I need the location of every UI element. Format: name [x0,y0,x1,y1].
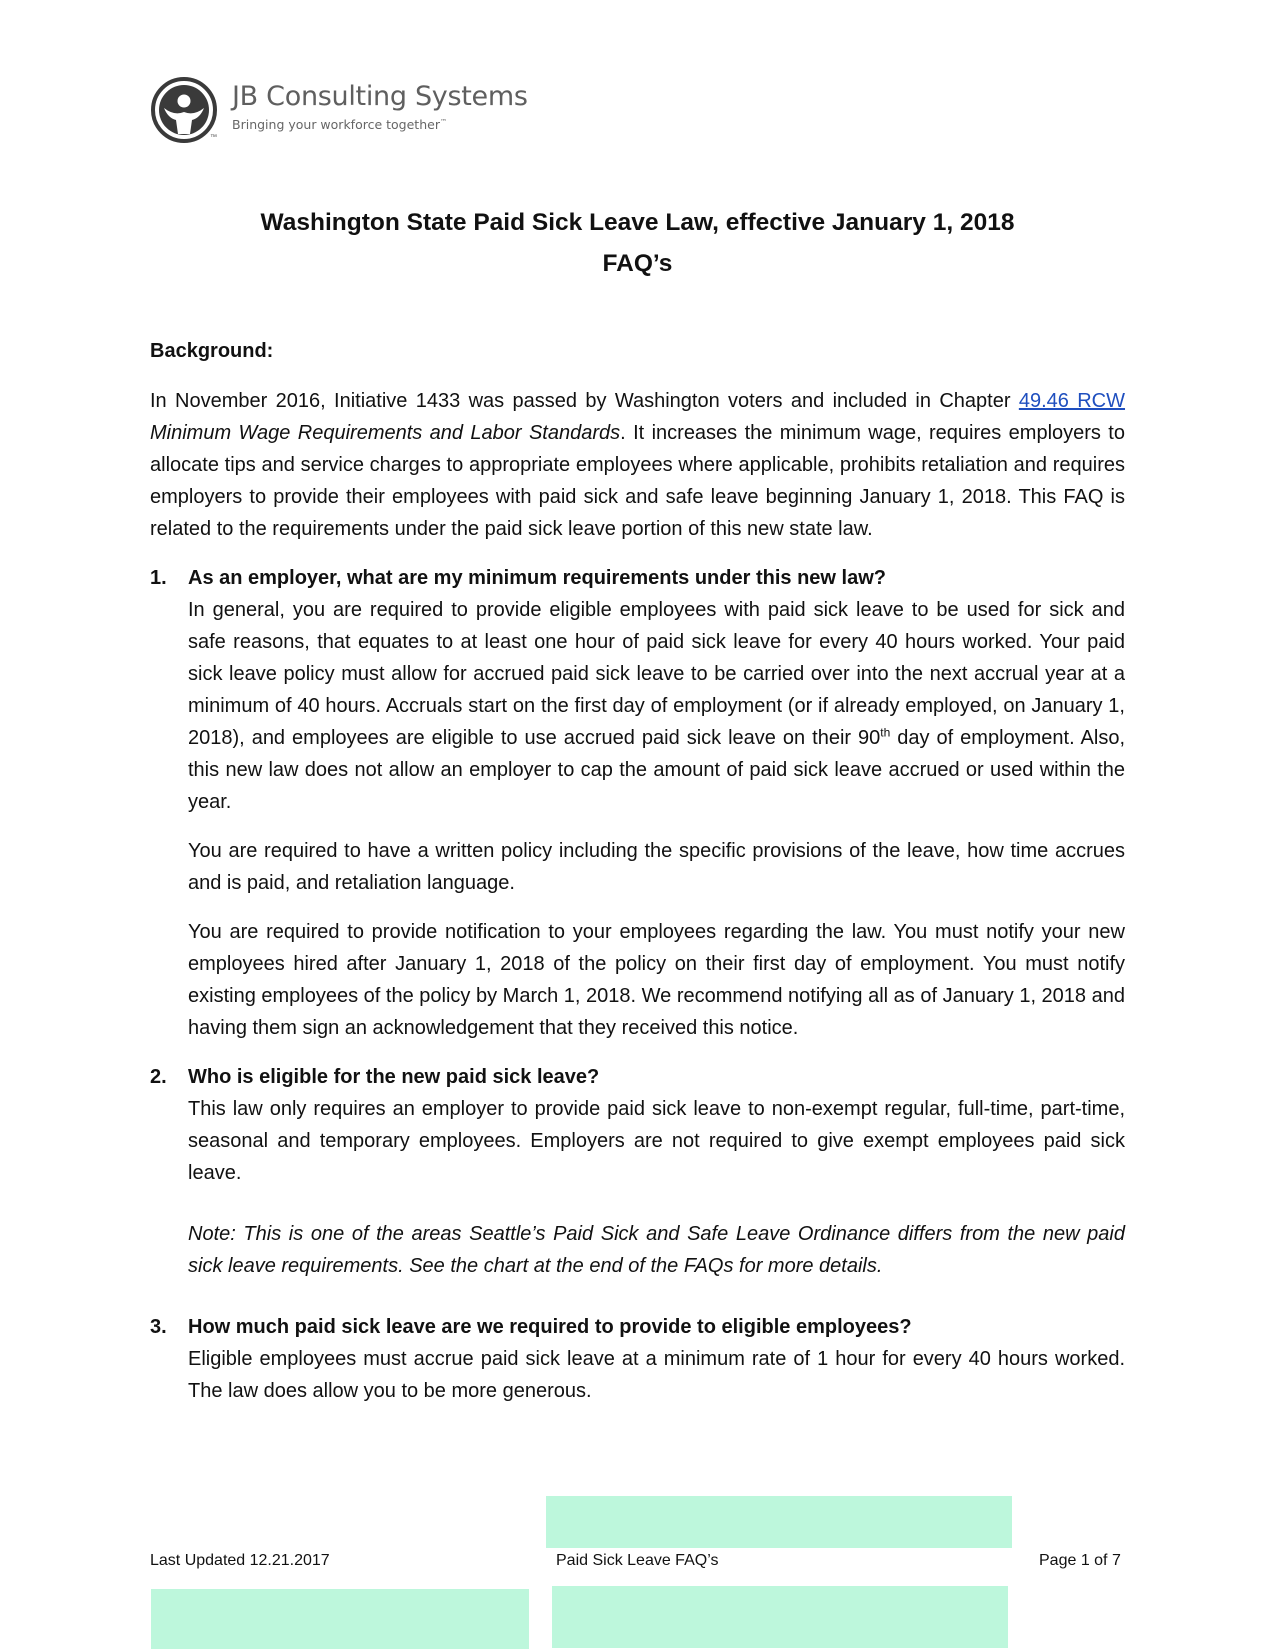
document-body [150,335,1125,1424]
background-italic-title: Minimum Wage Requirements and Labor Standards [150,422,621,444]
logo-tagline: Bringing your workforce together™ [232,117,447,133]
page-title-line2: FAQ’s [602,250,673,277]
highlight-block-top [546,1496,1012,1548]
footer-document-name: Paid Sick Leave FAQ’s [556,1552,719,1569]
faq-number: 3. [150,1316,167,1338]
footer-page-number: Page 1 of 7 [1039,1552,1121,1569]
faq-answer: This law only requires an employer to provide paid sick leave to non-exempt regular, full-time, part-time, seasonal and temporary employees. Employers are not required to give exempt employees paid sick leave. [188,1098,1125,1184]
highlight-block-bottom-right [552,1586,1008,1648]
faq-answer: In general, you are required to provide eligible employees with paid sick leave to be used for sick and safe reasons, that equates to at least one hour of paid sick leave for every 40 hours worked. Your paid sick leave policy must allow for accrued paid sick leave to be carried over into the next accrual year at a minimum of 40 hours. Accruals start on the first day of employment (or if already employed, on January 1, 2018), and employees are eligible to use accrued paid sick leave on their 90th day of employment. Also, this new law does not allow an employer to cap the amount of paid sick leave accrued or used within the year. [188,599,1125,813]
background-paragraph: In November 2016, Initiative 1433 was passed by Washington voters and included in Chapter 49.46 RCW Minimum Wage Requirements and Labor Standards. It increases the minimum wage, requires employers to allocate tips and service charges to appropriate employees where applicable, prohibits retaliation and requires employers to provide their employees with paid sick and safe leave beginning January 1, 2018. This FAQ is related to the requirements under the paid sick leave portion of this new state law. [150,390,1126,540]
faq-answer-paragraph: You are required to provide notification to your employees regarding the law. You must notify your new employees hired after January 1, 2018 of the policy on their first day of employment. You must notify existing employees of the policy by March 1, 2018. We recommend notifying all as of January 1, 2018 and having them sign an acknowledgement that they received this notice. [188,921,1125,1039]
faq-note: Note: This is one of the areas Seattle’s Paid Sick and Safe Leave Ordinance differs from the new paid sick leave requirements. See the chart at the end of the FAQs for more details. [188,1223,1125,1277]
faq-item-2 [150,1061,1125,1282]
faq-item-1 [150,562,1125,1044]
faq-question: Who is eligible for the new paid sick leave? [188,1066,600,1088]
faq-question: As an employer, what are my minimum requirements under this new law? [188,567,886,589]
person-circle-logo-icon [150,76,218,144]
rcw-link[interactable]: 49.46 RCW [1018,390,1126,412]
background-heading: Background: [150,340,274,362]
page-title [150,202,1125,284]
highlight-block-bottom-left [151,1589,529,1649]
page-title-line1: Washington State Paid Sick Leave Law, effective January 1, 2018 [260,209,1015,236]
logo-trademark: ™ [210,134,217,141]
faq-answer-paragraph: You are required to have a written policy including the specific provisions of the leave, how time accrues and is paid, and retaliation language. [188,840,1125,894]
faq-answer: Eligible employees must accrue paid sick leave at a minimum rate of 1 hour for every 40 hours worked. The law does allow you to be more generous. [188,1348,1125,1402]
logo-name: JB Consulting Systems [232,81,528,113]
faq-number: 1. [150,567,167,589]
footer-last-updated: Last Updated 12.21.2017 [150,1552,330,1569]
faq-number: 2. [150,1066,167,1088]
faq-question: How much paid sick leave are we required to provide to eligible employees? [188,1316,912,1338]
faq-item-3 [150,1311,1125,1407]
company-logo [150,76,528,144]
